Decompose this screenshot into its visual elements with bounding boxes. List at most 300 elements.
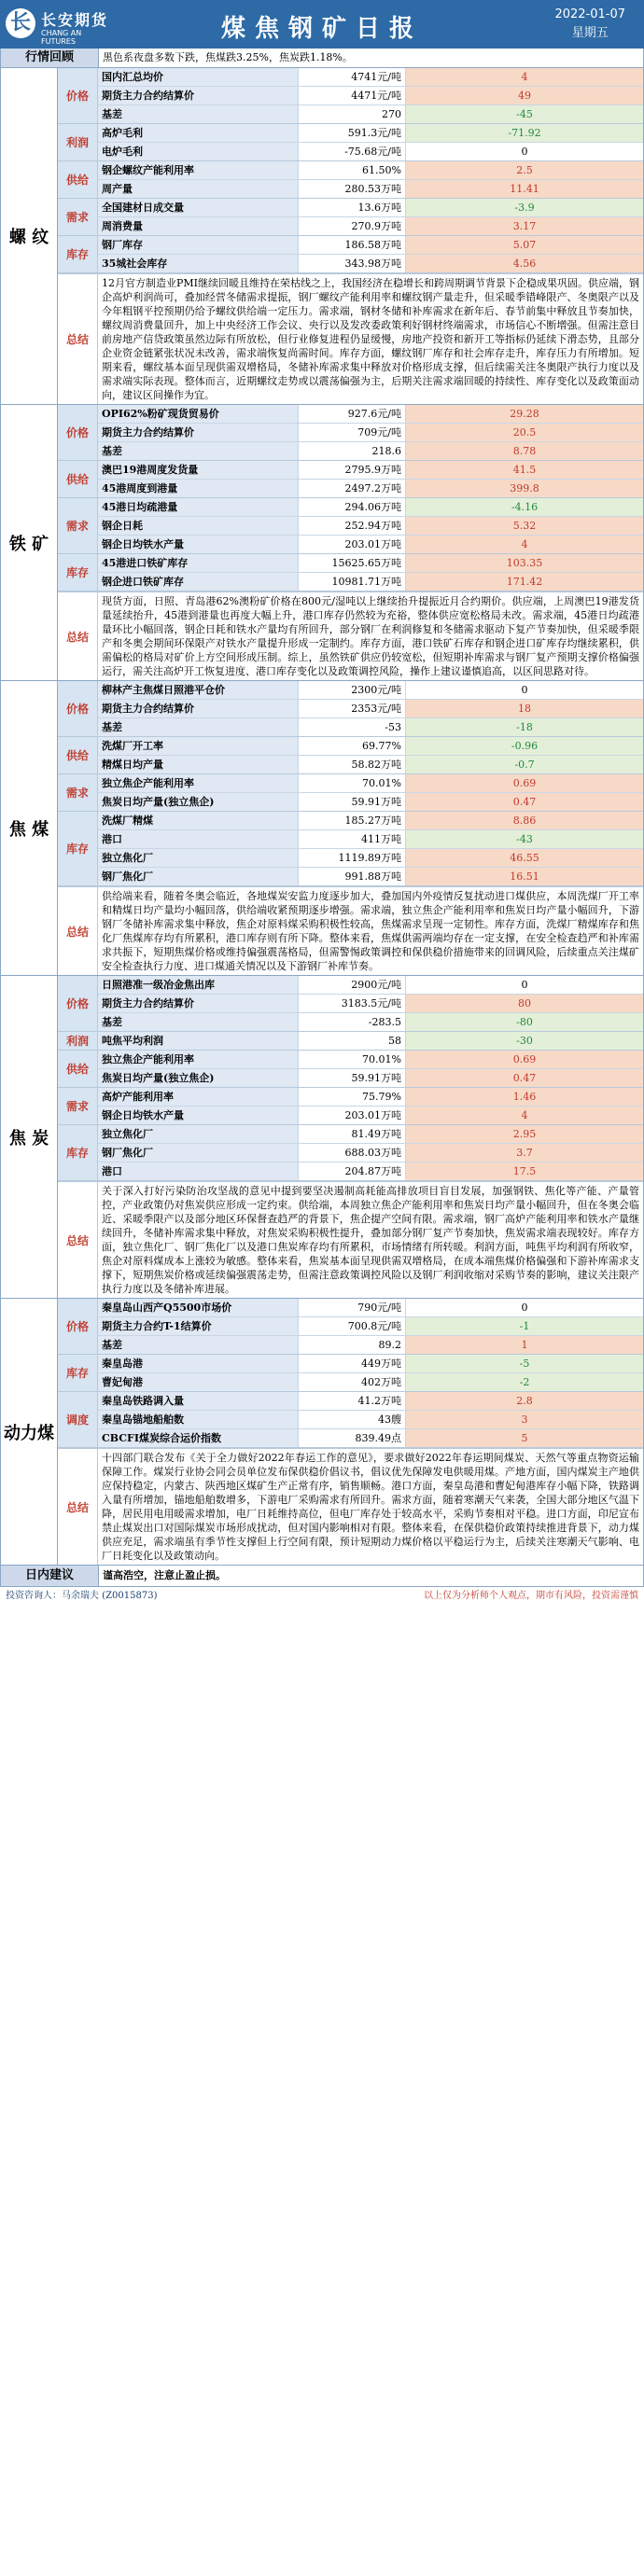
metric-value: 185.27万吨 xyxy=(299,812,406,829)
table-row xyxy=(98,424,643,442)
metric-change: 0.69 xyxy=(406,1051,643,1068)
group-label: 需求 xyxy=(58,774,98,811)
group-label: 库存 xyxy=(58,1125,98,1180)
metric-value: 991.88万吨 xyxy=(299,868,406,885)
metric-label: 精煤日均产量 xyxy=(98,756,299,773)
group-label: 价格 xyxy=(58,68,98,123)
metric-change: 3 xyxy=(406,1411,643,1428)
metric-change: 4.56 xyxy=(406,255,643,272)
group-label: 供给 xyxy=(58,737,98,773)
metric-group xyxy=(58,1051,643,1088)
metric-change: 18 xyxy=(406,700,643,717)
metric-value: 709元/吨 xyxy=(299,424,406,441)
metric-change: 11.41 xyxy=(406,180,643,198)
metric-value: 2795.9万吨 xyxy=(299,461,406,479)
metric-value: 89.2 xyxy=(299,1336,406,1354)
metric-label: 钢企日耗 xyxy=(98,517,299,535)
group-rows xyxy=(98,1355,643,1391)
metric-label: 周消费量 xyxy=(98,217,299,235)
metric-value: -53 xyxy=(299,718,406,736)
group-label: 库存 xyxy=(58,236,98,272)
metric-change: 8.86 xyxy=(406,812,643,829)
metric-change: 2.5 xyxy=(406,161,643,179)
report-header xyxy=(0,0,644,49)
metric-value: 688.03万吨 xyxy=(299,1144,406,1162)
metric-group xyxy=(58,774,643,812)
summary-text: 现货方面，日照、青岛港62%澳粉矿价格在800元/湿吨以上继续抬升提振近月合约期价。供应端，上周澳巴19港发货量延续抬升，45港到港量也再度大幅上升，港口库存仍然较为充裕，整体供应宽松格局未改。需求端，45港日均疏港量环比小幅回落，钢企日耗和铁水产量均有所回升，部分钢厂在利润修复和冬储需求驱动下复产节奏加快，但采暖季限产和冬奥会期间环保限产对铁水产量提升形成一定制约。库存方面，港口铁矿石库存和钢企进口矿库存均继续累积，供需偏松的格局对矿价上方空间形成压制。综上，虽然铁矿供应仍较宽松，但短期补库需求与钢厂复产预期支撑价格偏强运行，需关注高炉开工恢复进度、港口库存变化以及政策调控风险，操作上建议谨慎追高，以区间思路对待。 xyxy=(102,595,639,677)
metric-value: 790元/吨 xyxy=(299,1299,406,1316)
summary-label: 总结 xyxy=(58,1449,98,1565)
metric-label: 基差 xyxy=(98,718,299,736)
metric-group xyxy=(58,1088,643,1125)
summary-label: 总结 xyxy=(58,887,98,975)
metric-value: 411万吨 xyxy=(299,830,406,848)
group-rows xyxy=(98,1125,643,1180)
metric-value: 69.77% xyxy=(299,737,406,755)
table-row xyxy=(98,498,643,517)
table-row xyxy=(98,1107,643,1124)
group-rows xyxy=(98,461,643,497)
metric-value: 58.82万吨 xyxy=(299,756,406,773)
metric-value: 280.53万吨 xyxy=(299,180,406,198)
metric-change: 0.47 xyxy=(406,1069,643,1087)
footer-disclaimer: 以上仅为分析师个人观点，期市有风险，投资需谨慎 xyxy=(424,1591,638,1601)
section-body xyxy=(58,1299,643,1565)
summary-block xyxy=(58,1448,643,1565)
metric-value: 591.3元/吨 xyxy=(299,124,406,142)
metric-group xyxy=(58,681,643,737)
group-rows xyxy=(98,498,643,553)
group-rows xyxy=(98,1088,643,1124)
metric-change: 17.5 xyxy=(406,1163,643,1180)
metric-value: 70.01% xyxy=(299,1051,406,1068)
metric-value: 2900元/吨 xyxy=(299,976,406,994)
table-row xyxy=(98,1411,643,1429)
metric-label: 独立焦企产能利用率 xyxy=(98,1051,299,1068)
metric-value: 449万吨 xyxy=(299,1355,406,1372)
metric-label: 曹妃甸港 xyxy=(98,1373,299,1391)
metric-label: 日照港准一级冶金焦出库 xyxy=(98,976,299,994)
metric-label: 秦皇岛锚地船舶数 xyxy=(98,1411,299,1428)
table-row xyxy=(98,756,643,773)
group-rows xyxy=(98,236,643,272)
metric-label: 45港日均疏港量 xyxy=(98,498,299,516)
footer xyxy=(0,1587,644,1606)
metric-change: 0.47 xyxy=(406,793,643,811)
metric-group xyxy=(58,161,643,199)
metric-change: 399.8 xyxy=(406,480,643,497)
metric-change: 1.46 xyxy=(406,1088,643,1106)
metric-label: 澳巴19港周度发货量 xyxy=(98,461,299,479)
table-row xyxy=(98,573,643,591)
metric-change: 16.51 xyxy=(406,868,643,885)
table-row xyxy=(98,1317,643,1336)
advice-label: 日内建议 xyxy=(1,1566,99,1586)
metric-group xyxy=(58,124,643,161)
group-label: 库存 xyxy=(58,554,98,591)
section-body xyxy=(58,976,643,1298)
section xyxy=(0,976,644,1299)
metric-label: 期货主力合约T-1结算价 xyxy=(98,1317,299,1335)
group-rows xyxy=(98,1392,643,1447)
metric-value: 186.58万吨 xyxy=(299,236,406,254)
metric-label: 基差 xyxy=(98,442,299,460)
group-label: 调度 xyxy=(58,1392,98,1447)
metric-group xyxy=(58,737,643,774)
group-rows xyxy=(98,774,643,811)
metric-value: 59.91万吨 xyxy=(299,1069,406,1087)
metric-change: -0.7 xyxy=(406,756,643,773)
metric-change: 29.28 xyxy=(406,405,643,423)
metric-group xyxy=(58,812,643,886)
summary-label: 总结 xyxy=(58,274,98,404)
metric-label: 基差 xyxy=(98,1336,299,1354)
sections-container xyxy=(0,68,644,1566)
table-row xyxy=(98,180,643,198)
table-row xyxy=(98,868,643,885)
metric-label: CBCFI煤炭综合运价指数 xyxy=(98,1429,299,1447)
table-row xyxy=(98,517,643,536)
table-row xyxy=(98,236,643,255)
group-label: 供给 xyxy=(58,461,98,497)
metric-change: -18 xyxy=(406,718,643,736)
table-row xyxy=(98,1013,643,1031)
group-label: 库存 xyxy=(58,1355,98,1391)
metric-value: 218.6 xyxy=(299,442,406,460)
metric-change: 5 xyxy=(406,1429,643,1447)
metric-label: 焦炭日均产量(独立焦企) xyxy=(98,1069,299,1087)
metric-value: 75.79% xyxy=(299,1088,406,1106)
group-rows xyxy=(98,737,643,773)
metric-label: 独立焦化厂 xyxy=(98,849,299,867)
table-row xyxy=(98,1144,643,1163)
group-rows xyxy=(98,976,643,1031)
metric-label: 基差 xyxy=(98,1013,299,1031)
table-row xyxy=(98,1299,643,1317)
metric-change: 103.35 xyxy=(406,554,643,572)
group-rows xyxy=(98,124,643,160)
metric-change: 0 xyxy=(521,979,528,991)
metric-value: 1119.89万吨 xyxy=(299,849,406,867)
summary-block xyxy=(58,886,643,975)
metric-label: 期货主力合约结算价 xyxy=(98,700,299,717)
group-label: 需求 xyxy=(58,1088,98,1124)
metric-label: 秦皇岛铁路调入量 xyxy=(98,1392,299,1410)
metric-change: -0.96 xyxy=(406,737,643,755)
table-row xyxy=(98,1373,643,1391)
metric-label: 钢厂焦化厂 xyxy=(98,1144,299,1162)
group-label: 供给 xyxy=(58,161,98,198)
metric-change: 0 xyxy=(521,1302,528,1314)
table-row xyxy=(98,442,643,460)
metric-value: 927.6元/吨 xyxy=(299,405,406,423)
group-label: 价格 xyxy=(58,1299,98,1354)
summary-text: 关于深入打好污染防治攻坚战的意见中提到要坚决遏制高耗能高排放项目盲目发展，加强钢铁、焦化等产能、产量管控，产业政策仍对焦炭供应形成一定约束。供给端，本周独立焦企产能利用率和焦炭日均产量小幅回升，但在冬奥会临近、采暖季限产以及部分地区环保督查趋严的背景下，焦企提产空间有限。需求端，钢厂高炉产能利用率和铁水产量继续回升，冬储补库需求集中释放，对焦炭采购积极性提升，叠加部分钢厂复产节奏加快，焦炭需求端表现较好。库存方面，独立焦化厂、钢厂焦化厂以及港口焦炭库存均有所累积，市场情绪有所转暖。利润方面，吨焦平均利润有所收窄，焦企对原料煤成本上涨较为敏感。整体来看，焦炭基本面呈现供需双增格局，在成本端焦煤价格偏强和下游补库需求支撑下，短期焦炭价格或延续偏强震荡走势，但需注意政策调控风险以及钢厂利润收缩对采购节奏的影响，建议关注限产执行力度以及冬储补库进展。 xyxy=(102,1185,639,1295)
metric-label: 吨焦平均利润 xyxy=(98,1032,299,1050)
metric-label: 期货主力合约结算价 xyxy=(98,995,299,1012)
metric-label: 期货主力合约结算价 xyxy=(98,87,299,104)
metric-value: 839.49点 xyxy=(299,1429,406,1447)
table-row xyxy=(98,105,643,123)
metric-group xyxy=(58,1355,643,1392)
table-row xyxy=(98,700,643,718)
table-row xyxy=(98,681,643,700)
metric-change: 5.07 xyxy=(406,236,643,254)
metric-label: 电炉毛利 xyxy=(98,143,299,160)
metric-change: 0 xyxy=(521,684,528,696)
metric-value: 252.94万吨 xyxy=(299,517,406,535)
group-label: 价格 xyxy=(58,681,98,736)
metric-change: -71.92 xyxy=(406,124,643,142)
metric-value: 81.49万吨 xyxy=(299,1125,406,1143)
summary-text: 供给端来看，随着冬奥会临近，各地煤炭安监力度逐步加大，叠加国内外疫情反复扰动进口煤供应，本周洗煤厂开工率和精煤日均产量均小幅回落，供给端收紧预期逐步增强。需求端，独立焦企产能利用率和焦炭日均产量小幅回升，下游钢厂冬储补库需求集中释放，焦企对原料煤采购积极性较高，焦煤需求呈现一定韧性。库存方面，洗煤厂精煤库存和焦化厂焦煤库存均有所累积，港口库存则有所下降。整体来看，焦煤供需两端均存在一定支撑，在安全检查趋严和补库需求共振下，短期焦煤价格或维持偏强震荡格局，但需警惕政策调控和保供稳价措施带来的回调风险，后续重点关注煤矿安全检查执行力度、进口煤通关情况以及下游钢厂补库节奏。 xyxy=(102,890,639,972)
metric-value: 41.2万吨 xyxy=(299,1392,406,1410)
group-label: 库存 xyxy=(58,812,98,885)
metric-value: -283.5 xyxy=(299,1013,406,1031)
metric-change: 5.32 xyxy=(406,517,643,535)
metric-label: 秦皇岛港 xyxy=(98,1355,299,1372)
table-row xyxy=(98,217,643,235)
table-row xyxy=(98,812,643,830)
metric-label: 洗煤厂开工率 xyxy=(98,737,299,755)
table-row xyxy=(98,1429,643,1447)
section-body xyxy=(58,681,643,975)
logo-en-text: CHANG AN FUTURES xyxy=(41,29,82,46)
metric-value: 10981.71万吨 xyxy=(299,573,406,591)
table-row xyxy=(98,1392,643,1411)
advice-text: 谨高浩空，注意止盈止损。 xyxy=(99,1566,643,1586)
metric-change: 4 xyxy=(406,68,643,86)
metric-label: 港口 xyxy=(98,1163,299,1180)
metric-change: 80 xyxy=(406,995,643,1012)
market-review-bar xyxy=(0,49,644,68)
metric-change: -30 xyxy=(406,1032,643,1050)
metric-change: -2 xyxy=(406,1373,643,1391)
metric-value: 270.9万吨 xyxy=(299,217,406,235)
group-rows xyxy=(98,1032,643,1050)
market-review-label: 行情回顾 xyxy=(1,49,99,67)
table-row xyxy=(98,774,643,793)
metric-change: 1 xyxy=(406,1336,643,1354)
group-rows xyxy=(98,1299,643,1354)
table-row xyxy=(98,976,643,995)
table-row xyxy=(98,554,643,573)
metric-value: 294.06万吨 xyxy=(299,498,406,516)
metric-group xyxy=(58,976,643,1032)
metric-label: 钢厂库存 xyxy=(98,236,299,254)
section xyxy=(0,1299,644,1566)
group-label: 价格 xyxy=(58,976,98,1031)
table-row xyxy=(98,461,643,480)
report-title: 煤焦钢矿日报 xyxy=(220,15,423,43)
metric-group xyxy=(58,498,643,554)
metric-change: -4.16 xyxy=(406,498,643,516)
table-row xyxy=(98,161,643,180)
metric-label: OPI62%粉矿现货贸易价 xyxy=(98,405,299,423)
summary-label: 总结 xyxy=(58,592,98,680)
metric-value: 70.01% xyxy=(299,774,406,792)
table-row xyxy=(98,1355,643,1373)
group-label: 利润 xyxy=(58,124,98,160)
group-label: 价格 xyxy=(58,405,98,460)
metric-change: 171.42 xyxy=(406,573,643,591)
table-row xyxy=(98,87,643,105)
metric-label: 钢企日均铁水产量 xyxy=(98,1107,299,1124)
market-review-text: 黑色系夜盘多数下跌，焦煤跌3.25%，焦炭跌1.18%。 xyxy=(99,49,643,67)
metric-value: 4741元/吨 xyxy=(299,68,406,86)
report-date xyxy=(554,6,625,43)
metric-group xyxy=(58,1392,643,1448)
section-label: 动力煤 xyxy=(1,1299,58,1565)
metric-label: 周产量 xyxy=(98,180,299,198)
metric-value: 3183.5元/吨 xyxy=(299,995,406,1012)
table-row xyxy=(98,718,643,736)
metric-change: 3.17 xyxy=(406,217,643,235)
metric-label: 高炉产能利用率 xyxy=(98,1088,299,1106)
group-rows xyxy=(98,1051,643,1087)
group-label: 需求 xyxy=(58,199,98,235)
metric-label: 45港进口铁矿库存 xyxy=(98,554,299,572)
summary-text: 十四部门联合发布《关于全力做好2022年春运工作的意见》，要求做好2022年春运期间煤炭、天然气等重点物资运输保障工作。煤炭行业协会同会员单位发布保供稳价倡议书，倡议优先保障发电供暖用煤。产地方面，国内煤炭主产地供应保持稳定，内蒙古、陕西地区煤矿生产正常有序，销售顺畅。港口方面，秦皇岛港和曹妃甸港库存小幅下降，铁路调入量有所增加，锚地船舶数增多，下游电厂采购需求有所回升。需求方面，随着寒潮天气来袭，全国大部分地区气温下降，居民用电用暖需求增加，电厂日耗维持高位，但电厂库存处于较高水平，采购节奏相对平稳。进口方面，印尼宣布禁止煤炭出口对国际煤炭市场形成扰动，但对国内影响相对有限。整体来看，在保供稳价政策持续推进背景下，动力煤供应充足，需求端虽有季节性支撑但上行空间有限，预计短期动力煤价格以平稳运行为主，后续关注寒潮天气影响、电厂日耗变化以及政策动向。 xyxy=(102,1452,639,1562)
metric-change: 0.69 xyxy=(406,774,643,792)
metric-value: 700.8元/吨 xyxy=(299,1317,406,1335)
metric-change: 8.78 xyxy=(406,442,643,460)
section-label: 焦 炭 xyxy=(1,976,58,1298)
metric-label: 35城社会库存 xyxy=(98,255,299,272)
table-row xyxy=(98,143,643,160)
metric-label: 独立焦化厂 xyxy=(98,1125,299,1143)
metric-label: 国内汇总均价 xyxy=(98,68,299,86)
metric-change: 3.7 xyxy=(406,1144,643,1162)
summary-block xyxy=(58,592,643,680)
metric-label: 全国建材日成交量 xyxy=(98,199,299,216)
advice-bar xyxy=(0,1566,644,1587)
section-label: 铁 矿 xyxy=(1,405,58,680)
group-rows xyxy=(98,812,643,885)
table-row xyxy=(98,536,643,553)
metric-label: 钢厂焦化厂 xyxy=(98,868,299,885)
section-body xyxy=(58,405,643,680)
metric-value: 59.91万吨 xyxy=(299,793,406,811)
metric-value: 343.98万吨 xyxy=(299,255,406,272)
table-row xyxy=(98,68,643,87)
summary-text: 12月官方制造业PMI继续回暖且维持在荣枯线之上，我国经济在稳增长和跨周期调节背景下企稳成果巩固。供应端，钢企高炉利润尚可，叠加经营冬储需求提振，钢厂螺纹产能利用率和螺纹钢产量走升，但采暖季错峰限产、冬奥限产以及今年粗钢平控预期仍给予螺纹供给端一定压力。需求端，钢材冬储和补库需求在新年后、春节前集中释放且节奏加快，螺纹周消费量回升，加上中央经济工作会议、央行以及发改委政策利好钢材终端需求，市场信心不断增强。但需注意目前房地产信贷政策虽然边际有所放松，但行业修复进程仍显缓慢，房地产投资和新开工等指标仍延续下滑态势，且部分企业资金链紧张状况未改善，需求端恢复尚需时间。库存方面，螺纹钢厂库存和社会库存走升，库存压力有所增加。短期来看，螺纹基本面呈现供需双增格局，冬储补库需求集中释放对价格形成支撑，但后续需关注冬奥限产执行力度以及需求端实际表现。整体而言，近期螺纹走势或以震荡偏强为主，后期关注需求端回暖的持续性、库存变化以及政策面动向，建议区间操作为宜。 xyxy=(102,277,640,401)
metric-label: 钢企螺纹产能利用率 xyxy=(98,161,299,179)
metric-group xyxy=(58,199,643,236)
metric-value: 2497.2万吨 xyxy=(299,480,406,497)
metric-label: 柳林产主焦煤日照港平仓价 xyxy=(98,681,299,699)
metric-value: 58 xyxy=(299,1032,406,1050)
table-row xyxy=(98,1163,643,1180)
table-row xyxy=(98,199,643,217)
metric-change: 4 xyxy=(406,1107,643,1124)
group-rows xyxy=(98,681,643,736)
metric-change: 2.8 xyxy=(406,1392,643,1410)
group-rows xyxy=(98,554,643,591)
section-label: 螺 纹 xyxy=(1,68,58,404)
table-row xyxy=(98,405,643,424)
metric-change: 41.5 xyxy=(406,461,643,479)
metric-value: 203.01万吨 xyxy=(299,536,406,553)
metric-value: 43艘 xyxy=(299,1411,406,1428)
table-row xyxy=(98,1125,643,1144)
metric-value: 270 xyxy=(299,105,406,123)
metric-value: 13.6万吨 xyxy=(299,199,406,216)
metric-group xyxy=(58,554,643,592)
section-label: 焦 煤 xyxy=(1,681,58,975)
table-row xyxy=(98,995,643,1013)
group-rows xyxy=(98,161,643,198)
footer-analyst: 投资咨询人：马余瑞夫 (Z0015873) xyxy=(6,1591,158,1601)
metric-label: 洗煤厂精煤 xyxy=(98,812,299,829)
group-rows xyxy=(98,405,643,460)
table-row xyxy=(98,849,643,868)
metric-change: 46.55 xyxy=(406,849,643,867)
weekday-text: 星期五 xyxy=(571,26,609,40)
metric-label: 高炉毛利 xyxy=(98,124,299,142)
table-row xyxy=(98,1051,643,1069)
company-logo xyxy=(6,5,118,44)
metric-value: -75.68元/吨 xyxy=(299,143,406,160)
metric-value: 4471元/吨 xyxy=(299,87,406,104)
group-rows xyxy=(98,68,643,123)
metric-value: 2300元/吨 xyxy=(299,681,406,699)
section xyxy=(0,405,644,681)
metric-value: 2353元/吨 xyxy=(299,700,406,717)
group-label: 供给 xyxy=(58,1051,98,1087)
table-row xyxy=(98,1069,643,1087)
metric-change: 20.5 xyxy=(406,424,643,441)
date-text: 2022-01-07 xyxy=(554,7,625,21)
table-row xyxy=(98,1032,643,1050)
metric-group xyxy=(58,1125,643,1181)
metric-value: 61.50% xyxy=(299,161,406,179)
metric-change: -1 xyxy=(406,1317,643,1335)
table-row xyxy=(98,737,643,756)
table-row xyxy=(98,124,643,143)
metric-label: 期货主力合约结算价 xyxy=(98,424,299,441)
table-row xyxy=(98,255,643,272)
metric-value: 203.01万吨 xyxy=(299,1107,406,1124)
metric-group xyxy=(58,405,643,461)
metric-label: 钢企日均铁水产量 xyxy=(98,536,299,553)
metric-group xyxy=(58,68,643,124)
table-row xyxy=(98,793,643,811)
metric-change: 49 xyxy=(406,87,643,104)
metric-change: -80 xyxy=(406,1013,643,1031)
table-row xyxy=(98,1088,643,1107)
table-row xyxy=(98,830,643,849)
metric-label: 焦炭日均产量(独立焦企) xyxy=(98,793,299,811)
summary-block xyxy=(58,273,643,404)
summary-block xyxy=(58,1181,643,1298)
metric-group xyxy=(58,1032,643,1051)
section-body xyxy=(58,68,643,404)
group-rows xyxy=(98,199,643,235)
section xyxy=(0,681,644,976)
metric-label: 港口 xyxy=(98,830,299,848)
summary-label: 总结 xyxy=(58,1182,98,1298)
metric-change: 4 xyxy=(406,536,643,553)
table-row xyxy=(98,480,643,497)
metric-value: 15625.65万吨 xyxy=(299,554,406,572)
metric-group xyxy=(58,236,643,273)
metric-value: 204.87万吨 xyxy=(299,1163,406,1180)
metric-change: 0 xyxy=(521,146,528,158)
metric-group xyxy=(58,461,643,498)
metric-change: -45 xyxy=(406,105,643,123)
metric-value: 402万吨 xyxy=(299,1373,406,1391)
